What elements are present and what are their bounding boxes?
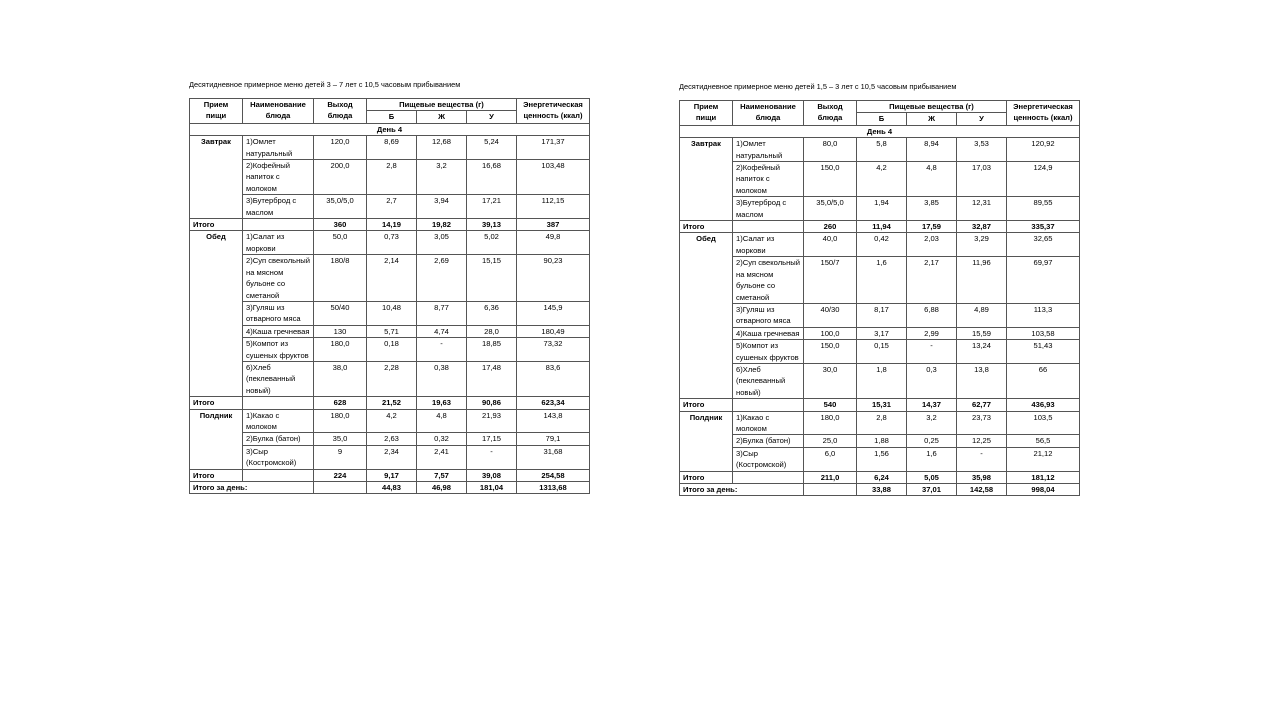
dish-protein: 0,73 [367,231,417,255]
dish-name: 1)Омлет натуральный [243,136,314,160]
total-empty [243,219,314,231]
dish-output: 180,0 [314,338,367,362]
dish-energy: 103,5 [1007,411,1080,435]
dish-energy: 73,32 [517,338,590,362]
dish-energy: 21,12 [1007,447,1080,471]
menu-table [679,100,1080,496]
dish-name: 5)Компот из сушеных фруктов [733,340,804,364]
total-protein: 6,24 [857,471,907,483]
dish-protein: 5,71 [367,325,417,337]
dish-output: 50,0 [314,231,367,255]
total-fat: 19,82 [417,219,467,231]
table-row [190,160,590,195]
total-fat: 5,05 [907,471,957,483]
meal-label: Обед [190,231,243,397]
table-row [190,231,590,255]
total-empty [733,221,804,233]
header-protein: Б [367,111,417,123]
total-protein: 21,52 [367,397,417,409]
dish-name: 6)Хлеб (пеклеванный новый) [243,361,314,396]
total-protein: 15,31 [857,399,907,411]
dish-energy: 103,48 [517,160,590,195]
dish-protein: 8,69 [367,136,417,160]
total-energy: 254,58 [517,469,590,481]
dish-fat: 8,94 [907,138,957,162]
dish-fat: 2,41 [417,445,467,469]
dish-fat: 0,38 [417,361,467,396]
dish-protein: 8,17 [857,303,907,327]
table-row [190,361,590,396]
dish-output: 40,0 [804,233,857,257]
header-name: Наименование блюда [733,101,804,126]
dish-fat: 0,32 [417,433,467,445]
day-total-carbs: 181,04 [467,482,517,494]
total-row [680,399,1080,411]
dish-name: 2)Суп свекольный на мясном бульоне со сметаной [243,255,314,302]
table-row [680,363,1080,398]
dish-fat: 3,94 [417,195,467,219]
total-output: 211,0 [804,471,857,483]
dish-output: 130 [314,325,367,337]
dish-protein: 1,94 [857,197,907,221]
dish-name: 3)Бутерброд с маслом [733,197,804,221]
dish-energy: 120,92 [1007,138,1080,162]
dish-output: 150,0 [804,340,857,364]
dish-fat: 4,74 [417,325,467,337]
total-carbs: 90,86 [467,397,517,409]
dish-name: 5)Компот из сушеных фруктов [243,338,314,362]
dish-output: 180/8 [314,255,367,302]
dish-name: 4)Каша гречневая [733,327,804,339]
table-row [190,136,590,160]
dish-protein: 4,2 [857,162,907,197]
day-total-energy: 1313,68 [517,482,590,494]
table-row [680,435,1080,447]
header-meal: Прием пищи [680,101,733,126]
dish-energy: 79,1 [517,433,590,445]
dish-carbs: 12,31 [957,197,1007,221]
dish-name: 1)Салат из моркови [733,233,804,257]
header-fat: Ж [417,111,467,123]
dish-energy: 49,8 [517,231,590,255]
table-row [680,447,1080,471]
dish-fat: 2,03 [907,233,957,257]
dish-carbs: 13,8 [957,363,1007,398]
header-meal: Прием пищи [190,99,243,124]
header-protein: Б [857,113,907,125]
total-label: Итого [190,469,243,481]
dish-protein: 0,15 [857,340,907,364]
dish-protein: 2,28 [367,361,417,396]
dish-name: 1)Омлет натуральный [733,138,804,162]
dish-fat: 0,25 [907,435,957,447]
dish-carbs: 17,21 [467,195,517,219]
dish-energy: 32,65 [1007,233,1080,257]
table-row [680,162,1080,197]
dish-protein: 5,8 [857,138,907,162]
dish-output: 35,0/5,0 [804,197,857,221]
dish-name: 3)Сыр (Костромской) [243,445,314,469]
dish-carbs: 21,93 [467,409,517,433]
dish-carbs: - [467,445,517,469]
dish-protein: 2,34 [367,445,417,469]
total-energy: 335,37 [1007,221,1080,233]
total-empty [243,469,314,481]
header-carbs: У [467,111,517,123]
dish-output: 80,0 [804,138,857,162]
dish-fat: 2,17 [907,257,957,304]
dish-protein: 1,6 [857,257,907,304]
dish-carbs: 11,96 [957,257,1007,304]
meal-label: Завтрак [680,138,733,221]
day-total-fat: 37,01 [907,484,957,496]
dish-protein: 0,42 [857,233,907,257]
dish-name: 1)Какао с молоком [733,411,804,435]
table-row [680,411,1080,435]
header-output: Выход блюда [314,99,367,124]
dish-carbs: 18,85 [467,338,517,362]
dish-output: 25,0 [804,435,857,447]
dish-output: 100,0 [804,327,857,339]
total-fat: 19,63 [417,397,467,409]
dish-carbs: 13,24 [957,340,1007,364]
dish-protein: 2,8 [367,160,417,195]
total-energy: 436,93 [1007,399,1080,411]
dish-carbs: 5,24 [467,136,517,160]
menu-table [189,98,590,494]
header-nutrients: Пищевые вещества (г) [367,99,517,111]
meal-label: Завтрак [190,136,243,219]
dish-protein: 2,14 [367,255,417,302]
table-row [680,197,1080,221]
total-empty [733,399,804,411]
dish-fat: 2,69 [417,255,467,302]
dish-output: 150/7 [804,257,857,304]
dish-name: 3)Бутерброд с маслом [243,195,314,219]
dish-carbs: 3,29 [957,233,1007,257]
dish-carbs: 16,68 [467,160,517,195]
header-name: Наименование блюда [243,99,314,124]
dish-energy: 171,37 [517,136,590,160]
header-nutrients: Пищевые вещества (г) [857,101,1007,113]
dish-fat: - [417,338,467,362]
header-fat: Ж [907,113,957,125]
dish-name: 2)Булка (батон) [243,433,314,445]
dish-fat: 8,77 [417,301,467,325]
day-label: День 4 [680,125,1080,137]
dish-protein: 0,18 [367,338,417,362]
dish-carbs: - [957,447,1007,471]
dish-carbs: 12,25 [957,435,1007,447]
table-row [190,433,590,445]
dish-output: 120,0 [314,136,367,160]
dish-protein: 2,7 [367,195,417,219]
dish-output: 200,0 [314,160,367,195]
total-output: 224 [314,469,367,481]
total-carbs: 62,77 [957,399,1007,411]
dish-fat: 3,85 [907,197,957,221]
total-label: Итого [680,471,733,483]
total-energy: 387 [517,219,590,231]
day-total-row [190,482,590,494]
dish-output: 30,0 [804,363,857,398]
table-row [680,340,1080,364]
total-energy: 623,34 [517,397,590,409]
dish-energy: 124,9 [1007,162,1080,197]
dish-fat: 12,68 [417,136,467,160]
menu-block-3-7 [189,80,589,494]
total-energy: 181,12 [1007,471,1080,483]
dish-energy: 90,23 [517,255,590,302]
dish-output: 150,0 [804,162,857,197]
dish-name: 3)Гуляш из отварного мяса [243,301,314,325]
dish-output: 35,0 [314,433,367,445]
dish-energy: 66 [1007,363,1080,398]
dish-energy: 69,97 [1007,257,1080,304]
dish-protein: 3,17 [857,327,907,339]
total-output: 260 [804,221,857,233]
total-row [680,221,1080,233]
table-caption: Десятидневное примерное меню детей 1,5 – 3 лет с 10,5 часовым прибыванием [679,82,957,91]
table-row [680,233,1080,257]
dish-fat: 2,99 [907,327,957,339]
dish-fat: 6,88 [907,303,957,327]
header-energy: Энергетическая ценность (ккал) [1007,101,1080,126]
dish-carbs: 4,89 [957,303,1007,327]
dish-output: 6,0 [804,447,857,471]
dish-name: 1)Какао с молоком [243,409,314,433]
day-total-label: Итого за день: [190,482,314,494]
dish-output: 180,0 [314,409,367,433]
dish-energy: 31,68 [517,445,590,469]
total-row [190,397,590,409]
table-row [680,327,1080,339]
day-label: День 4 [190,123,590,135]
dish-carbs: 17,48 [467,361,517,396]
total-carbs: 35,98 [957,471,1007,483]
dish-carbs: 15,15 [467,255,517,302]
total-protein: 11,94 [857,221,907,233]
dish-name: 2)Булка (батон) [733,435,804,447]
dish-energy: 51,43 [1007,340,1080,364]
table-row [680,303,1080,327]
dish-name: 2)Кофейный напиток с молоком [243,160,314,195]
dish-protein: 1,8 [857,363,907,398]
total-carbs: 39,13 [467,219,517,231]
dish-output: 180,0 [804,411,857,435]
dish-protein: 2,8 [857,411,907,435]
dish-carbs: 15,59 [957,327,1007,339]
total-row [680,471,1080,483]
total-fat: 14,37 [907,399,957,411]
dish-name: 6)Хлеб (пеклеванный новый) [733,363,804,398]
dish-output: 38,0 [314,361,367,396]
total-output: 540 [804,399,857,411]
total-fat: 17,59 [907,221,957,233]
total-label: Итого [680,221,733,233]
dish-protein: 1,56 [857,447,907,471]
dish-energy: 112,15 [517,195,590,219]
total-output: 628 [314,397,367,409]
dish-carbs: 5,02 [467,231,517,255]
dish-energy: 83,6 [517,361,590,396]
table-row [190,445,590,469]
dish-carbs: 3,53 [957,138,1007,162]
day-total-row [680,484,1080,496]
dish-carbs: 6,36 [467,301,517,325]
table-caption: Десятидневное примерное меню детей 3 – 7 лет с 10,5 часовым прибыванием [189,80,461,89]
dish-fat: 0,3 [907,363,957,398]
table-row [190,195,590,219]
total-protein: 9,17 [367,469,417,481]
dish-protein: 1,88 [857,435,907,447]
meal-label: Полдник [680,411,733,471]
dish-energy: 56,5 [1007,435,1080,447]
dish-carbs: 28,0 [467,325,517,337]
day-total-carbs: 142,58 [957,484,1007,496]
dish-fat: 3,2 [907,411,957,435]
dish-carbs: 17,03 [957,162,1007,197]
table-row [680,138,1080,162]
dish-fat: 4,8 [907,162,957,197]
day-total-protein: 33,88 [857,484,907,496]
total-carbs: 39,08 [467,469,517,481]
dish-name: 3)Сыр (Костромской) [733,447,804,471]
day-total-fat: 46,98 [417,482,467,494]
day-total-energy: 998,04 [1007,484,1080,496]
dish-fat: 3,05 [417,231,467,255]
dish-protein: 2,63 [367,433,417,445]
total-row [190,469,590,481]
total-carbs: 32,87 [957,221,1007,233]
dish-protein: 4,2 [367,409,417,433]
dish-name: 4)Каша гречневая [243,325,314,337]
dish-energy: 103,58 [1007,327,1080,339]
dish-fat: 3,2 [417,160,467,195]
dish-energy: 89,55 [1007,197,1080,221]
dish-name: 2)Кофейный напиток с молоком [733,162,804,197]
dish-name: 3)Гуляш из отварного мяса [733,303,804,327]
dish-energy: 145,9 [517,301,590,325]
header-carbs: У [957,113,1007,125]
day-total-label: Итого за день: [680,484,804,496]
table-row [190,301,590,325]
dish-energy: 143,8 [517,409,590,433]
total-empty [733,471,804,483]
total-empty [243,397,314,409]
dish-output: 35,0/5,0 [314,195,367,219]
dish-output: 50/40 [314,301,367,325]
day-total-output [804,484,857,496]
total-fat: 7,57 [417,469,467,481]
header-output: Выход блюда [804,101,857,126]
dish-name: 2)Суп свекольный на мясном бульоне со сметаной [733,257,804,304]
table-row [680,257,1080,304]
dish-energy: 180,49 [517,325,590,337]
total-row [190,219,590,231]
dish-fat: 4,8 [417,409,467,433]
total-label: Итого [190,219,243,231]
total-label: Итого [190,397,243,409]
dish-output: 40/30 [804,303,857,327]
table-row [190,325,590,337]
total-label: Итого [680,399,733,411]
day-total-output [314,482,367,494]
dish-carbs: 17,15 [467,433,517,445]
total-protein: 14,19 [367,219,417,231]
meal-label: Обед [680,233,733,399]
dish-name: 1)Салат из моркови [243,231,314,255]
dish-fat: - [907,340,957,364]
meal-label: Полдник [190,409,243,469]
day-total-protein: 44,83 [367,482,417,494]
dish-output: 9 [314,445,367,469]
table-row [190,338,590,362]
menu-block-1-5-3 [679,82,1079,496]
dish-energy: 113,3 [1007,303,1080,327]
dish-fat: 1,6 [907,447,957,471]
header-energy: Энергетическая ценность (ккал) [517,99,590,124]
dish-protein: 10,48 [367,301,417,325]
table-row [190,255,590,302]
total-output: 360 [314,219,367,231]
table-row [190,409,590,433]
dish-carbs: 23,73 [957,411,1007,435]
